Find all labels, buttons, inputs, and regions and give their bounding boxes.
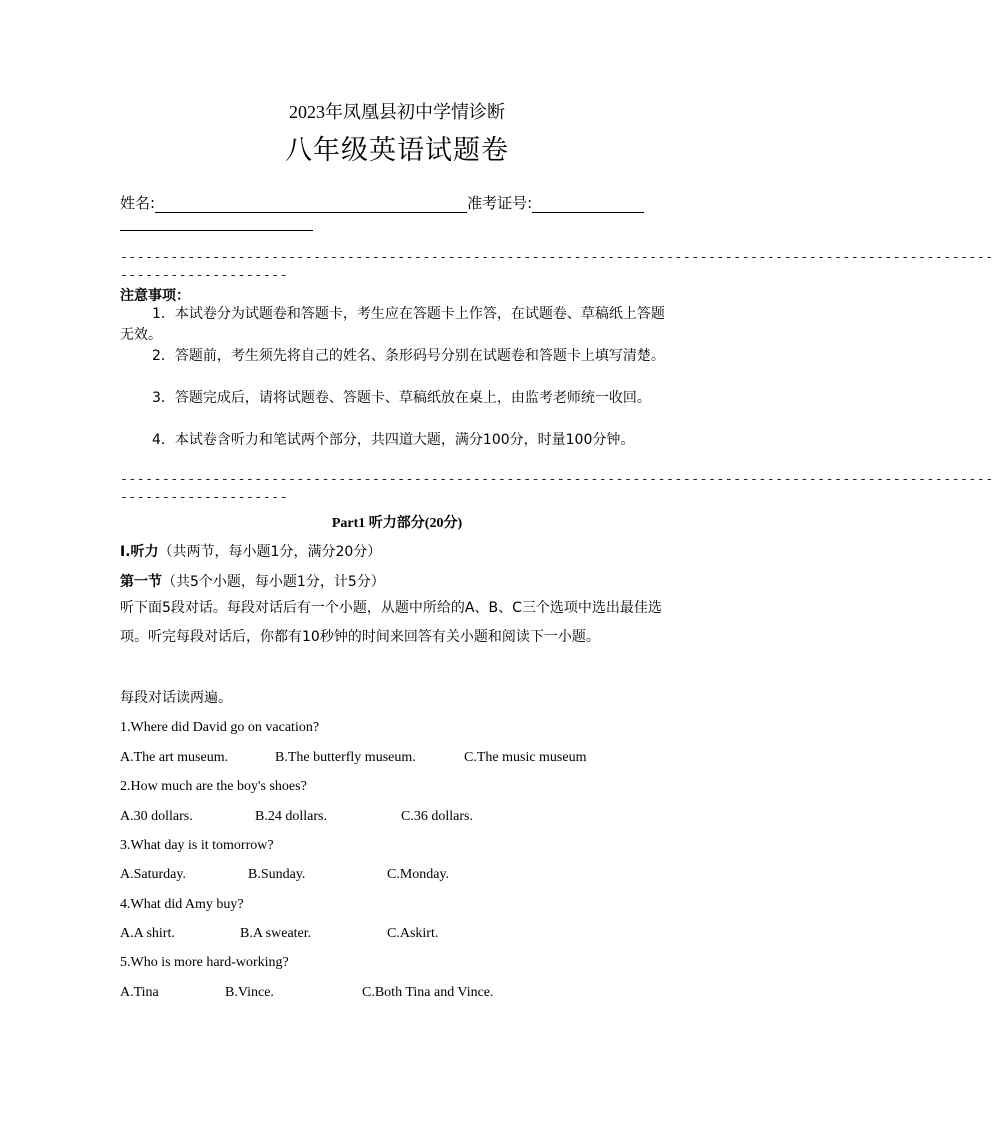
option-c: C.Monday. [387,867,450,882]
option-a: A.Saturday. [120,867,186,882]
question-stem: 4.What did Amy buy? [120,897,244,912]
question-stem: 2.How much are the boy's shoes? [120,779,307,794]
question-stem: 5.Who is more hard-working? [120,955,289,970]
notice-item-4: 4．本试卷含听力和笔试两个部分，共四道大题，满分100分，时量100分钟。 [152,432,635,448]
name-label: 姓名: [120,194,156,212]
name-blank [155,196,467,213]
section-label: I.听力 [120,544,159,560]
option-b: B.24 dollars. [255,809,327,824]
separator-line: -------------------- [120,268,289,283]
subsection-one [120,571,385,591]
separator-top [120,249,994,285]
separator-line: -------------------------------------------------------------------------------------------------------- [120,250,994,265]
subsection-note: （共5个小题，每小题1分，计5分） [162,574,385,590]
option-c: C.Askirt. [387,926,439,941]
name-blank-continued [120,213,313,231]
option-a: A.A shirt. [120,926,175,941]
notice-heading: 注意事项： [120,288,190,304]
option-c: C.36 dollars. [401,809,473,824]
part1-title: Part1 听力部分(20分) [331,516,463,531]
option-a: A.Tina [120,985,159,1000]
read-twice-note: 每段对话读两遍。 [120,690,232,706]
option-b: B.Sunday. [248,867,306,882]
listening-instructions: 听下面5段对话。每段对话后有一个小题，从题中所给的A、B、C三个选项中选出最佳选项。听完每段对话后，你都有10秒钟的时间来回答有关小题和阅读下一小题。 [120,600,662,645]
notice-item-2: 2．答题前，考生须先将自己的姓名、条形码号分别在试题卷和答题卡上填写清楚。 [152,348,665,364]
notice-item-1: 1．本试卷分为试题卷和答题卡，考生应在答题卡上作答，在试题卷、草稿纸上答题无效。 [120,306,665,343]
option-a: A.The art museum. [120,750,229,765]
option-a: A.30 dollars. [120,809,193,824]
option-b: B.The butterfly museum. [275,750,416,765]
id-blank [532,196,644,213]
separator-line: -------------------- [120,490,289,505]
option-c: C.Both Tina and Vince. [362,985,494,1000]
separator-bottom [120,471,994,507]
section-note: （共两节，每小题1分，满分20分） [158,544,382,560]
question-stem: 1.Where did David go on vacation? [120,720,320,735]
subsection-label: 第一节 [120,574,162,590]
separator-line: -------------------------------------------------------------------------------------------------------- [120,472,994,487]
candidate-info-row [120,192,644,213]
option-b: B.A sweater. [240,926,312,941]
notice-item-3: 3．答题完成后，请将试题卷、答题卡、草稿纸放在桌上，由监考老师统一收回。 [152,390,651,406]
id-label: 准考证号: [467,194,533,212]
exam-title: 八年级英语试题卷 [285,135,509,166]
section-listening [120,541,381,561]
option-c: C.The music museum [464,750,587,765]
exam-subtitle: 2023年凤凰县初中学情诊断 [289,102,505,122]
option-b: B.Vince. [225,985,274,1000]
question-stem: 3.What day is it tomorrow? [120,838,274,853]
